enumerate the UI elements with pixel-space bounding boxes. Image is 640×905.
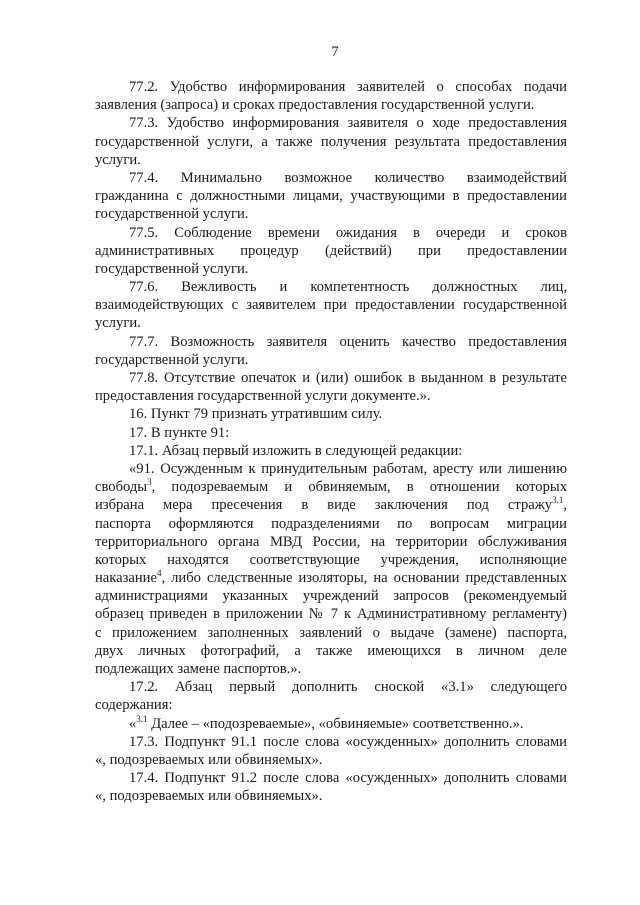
text-line-content: с приложением заполненных заявлений о выдаче (замене) паспорта, [95, 624, 567, 641]
text-line [95, 333, 567, 351]
text-line-content: содержания: [95, 697, 173, 714]
text-line-content: 77.3. Удобство информирования заявителя о ходе предоставления [129, 115, 567, 132]
text-line [95, 642, 567, 660]
footnote-marker: 4 [156, 568, 162, 579]
text-line [95, 515, 567, 533]
text-line [95, 442, 567, 460]
text-line-content: услуги. [95, 151, 141, 168]
text-line-content: свободы [95, 479, 148, 496]
text-line [95, 696, 567, 714]
text-line-content: образец приведен в приложении № 7 к Административному регламенту) [95, 606, 567, 623]
text-line-content: предоставления государственной услуги документе.». [95, 388, 431, 405]
footnote-marker: 3.1 [136, 713, 148, 724]
text-line-content: 77.7. Возможность заявителя оценить качество предоставления [129, 333, 567, 350]
text-line-content: избрана мера пресечения в виде заключения под стражу [95, 497, 553, 514]
text-line [95, 496, 567, 514]
text-line-content: 17.2. Абзац первый дополнить сноской «3.1» следующего [129, 679, 567, 696]
text-line-content: которых находятся соответствующие учреждения, исполняющие [95, 551, 567, 568]
text-line [95, 351, 567, 369]
text-line-content: заявления (запроса) и сроках предоставления государственной услуги. [95, 97, 535, 114]
text-line [95, 751, 567, 769]
text-line-content: 17.3. Подпункт 91.1 после слова «осужденных» дополнить словами [129, 733, 567, 750]
text-line [95, 278, 567, 296]
text-line-content: 16. Пункт 79 признать утратившим силу. [129, 406, 383, 423]
text-line [95, 733, 567, 751]
text-line [95, 405, 567, 423]
text-line-content: 17.4. Подпункт 91.2 после слова «осужденных» дополнить словами [129, 770, 567, 787]
text-line [95, 533, 567, 551]
text-line [95, 624, 567, 642]
text-line-content: « [129, 715, 137, 732]
text-line [95, 169, 567, 187]
text-line [95, 660, 567, 678]
text-line-content: услуги. [95, 315, 141, 332]
text-line-content: администрациями указанных учреждений запросов (рекомендуемый [95, 588, 567, 605]
text-line [95, 151, 567, 169]
text-line-content: взаимодействующих с заявителем при предоставлении государственной [95, 297, 567, 314]
text-line [95, 424, 567, 442]
text-line [95, 460, 567, 478]
footnote-marker: 3 [147, 477, 152, 488]
text-line-content: государственной услуги. [95, 260, 249, 277]
text-line [95, 296, 567, 314]
text-line-content: государственной услуги, а также получения результата предоставления [95, 133, 567, 150]
text-line-content: гражданина с должностными лицами, участвующими в предоставлении [95, 188, 567, 205]
text-line-content: 77.2. Удобство информирования заявителей о способах подачи [129, 79, 567, 95]
text-line-content: государственной услуги. [95, 206, 249, 223]
text-line [95, 787, 567, 805]
text-line [95, 678, 567, 696]
text-line-content: 77.4. Минимально возможное количество взаимодействий [129, 169, 567, 186]
text-line-content: 77.8. Отсутствие опечаток и (или) ошибок в выданном в результате [129, 370, 567, 386]
text-line-content: «, подозреваемых или обвиняемых». [95, 751, 323, 768]
text-line-continuation: , [563, 497, 567, 514]
text-line-content: подлежащих замене паспортов.». [95, 661, 302, 677]
text-line [95, 769, 567, 787]
text-line [95, 224, 567, 242]
text-line-continuation: , либо следственные изоляторы, на основании представленных [161, 570, 567, 587]
text-line-content: 17. В пункте 91: [129, 424, 230, 441]
text-line [95, 114, 567, 132]
text-line [95, 587, 567, 605]
text-line [95, 478, 567, 496]
text-line [95, 551, 567, 569]
text-line-content: административных процедур (действий) при предоставлении [95, 242, 567, 259]
text-line-content: 77.6. Вежливость и компетентность должностных лиц, [129, 279, 567, 296]
text-line [95, 78, 567, 96]
text-line-content: «, подозреваемых или обвиняемых». [95, 788, 323, 805]
text-line-content: территориального органа МВД России, на территории обслуживания [95, 533, 567, 550]
text-line-continuation: , подозреваемым и обвиняемым, в отношении которых [151, 479, 567, 496]
footnote-marker: 3.1 [552, 495, 564, 506]
text-line-content: государственной услуги. [95, 351, 249, 368]
text-line [95, 96, 567, 114]
text-line [95, 242, 567, 260]
text-line-content: 17.1. Абзац первый изложить в следующей редакции: [129, 442, 463, 459]
text-line-continuation: Далее – «подозреваемые», «обвиняемые» соответственно.». [147, 715, 524, 732]
text-line [95, 605, 567, 623]
text-line [95, 314, 567, 332]
text-line [95, 260, 567, 278]
text-line [95, 569, 567, 587]
document-body [95, 78, 567, 806]
text-line-content: наказание [95, 570, 157, 587]
text-line [95, 133, 567, 151]
text-line-content: 77.5. Соблюдение времени ожидания в очереди и сроков [129, 224, 567, 241]
text-line-content: «91. Осужденным к принудительным работам, аресту или лишению [129, 460, 567, 477]
text-line-content: паспорта оформляются подразделениями по вопросам миграции [95, 515, 567, 532]
page-number: 7 [331, 44, 339, 60]
text-line-content: двух личных фотографий, а также имеющихся в личном деле [95, 642, 567, 659]
text-line [95, 369, 567, 387]
text-line [95, 715, 567, 733]
text-line [95, 205, 567, 223]
text-line [95, 187, 567, 205]
text-line [95, 387, 567, 405]
